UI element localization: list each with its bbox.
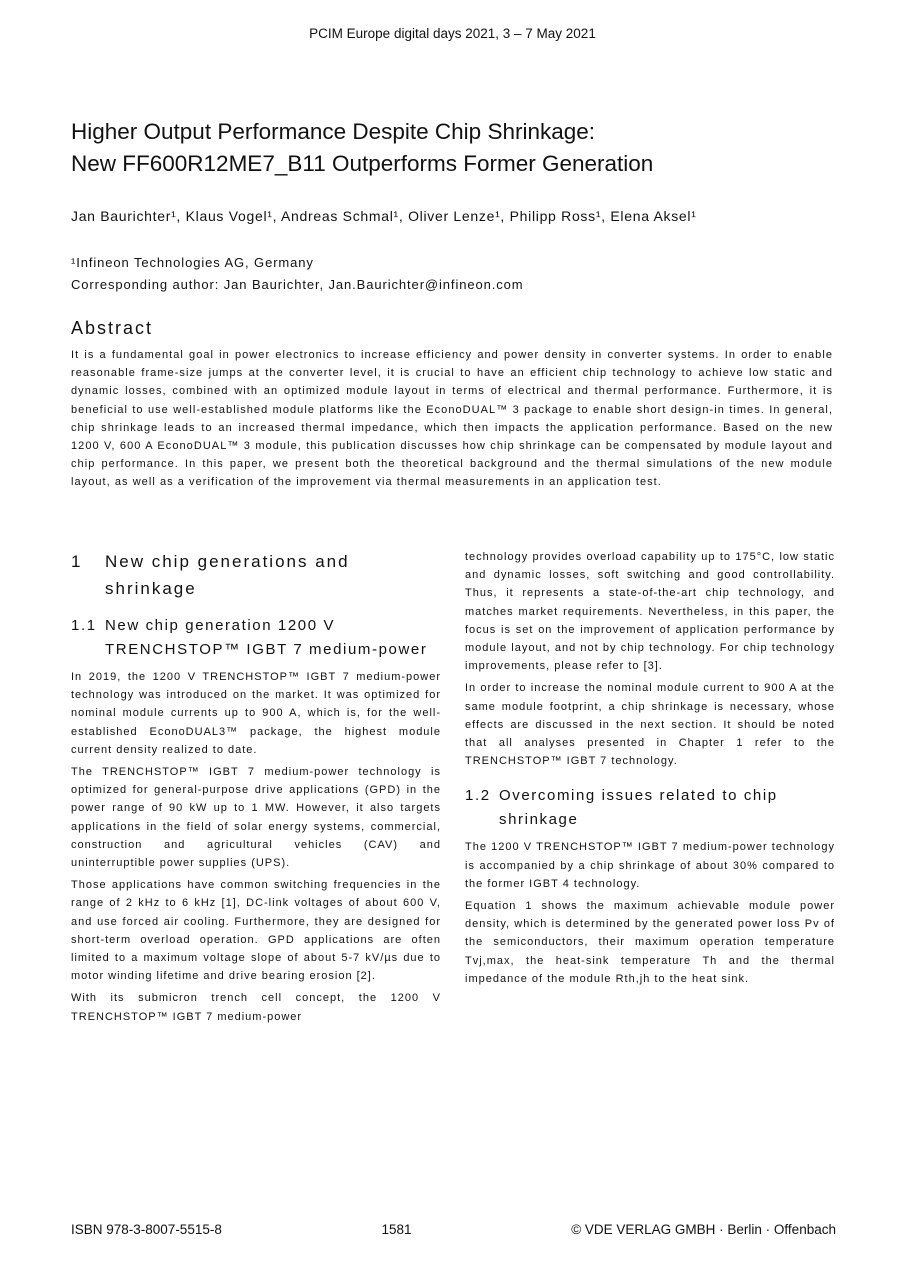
right-column: [465, 548, 835, 992]
paragraph: In 2019, the 1200 V TRENCHSTOP™ IGBT 7 medium-power technology was introduced on the market. It was optimized for nominal module currents up to 900 A, which is, for the well-established EconoDUAL3™ package, the highest module current density realized to date.: [71, 671, 441, 756]
abstract-heading: Abstract: [71, 318, 154, 338]
title-line-2: New FF600R12ME7_B11 Outperforms Former Generation: [71, 151, 654, 176]
subsection-title: New chip generation 1200 V TRENCHSTOP™ IGBT 7 medium-power: [105, 617, 428, 658]
author-list: Jan Baurichter¹, Klaus Vogel¹, Andreas Schmal¹, Oliver Lenze¹, Philipp Ross¹, Elena Aksel¹: [71, 208, 697, 224]
paragraph: The 1200 V TRENCHSTOP™ IGBT 7 medium-power technology is accompanied by a chip shrinkage of about 30% compared to the former IGBT 4 technology.: [465, 841, 835, 890]
affiliation-institution: ¹Infineon Technologies AG, Germany: [71, 255, 314, 270]
page-footer: [71, 1222, 836, 1237]
subsection-number: 1.1: [71, 617, 97, 634]
subsection-1-1-heading: [71, 614, 441, 662]
footer-isbn: ISBN 978-3-8007-5515-8: [71, 1222, 222, 1237]
paragraph: technology provides overload capability up to 175°C, low static and dynamic losses, soft switching and good controllability. Thus, it represents a state-of-the-art chip technology, and matches market requirements. Nevertheless, in this paper, the focus is set on the improvement of application performance by module layout, and not by chip technology. For chip technology improvements, please refer to [3].: [465, 551, 835, 673]
paragraph: With its submicron trench cell concept, the 1200 V TRENCHSTOP™ IGBT 7 medium-power: [71, 992, 441, 1023]
paragraph: Those applications have common switching frequencies in the range of 2 kHz to 6 kHz [1], DC-link voltages of about 600 V, and use forced air cooling. Furthermore, they are designed for short-term overload operation. GPD applications are often limited to a maximum voltage slope of about 5-7 kV/µs due to motor winding lifetime and drive bearing erosion [2].: [71, 879, 441, 983]
left-column: [71, 548, 441, 1030]
page-number: 1581: [381, 1222, 412, 1237]
paper-title: [71, 116, 851, 180]
section-number: 1: [71, 552, 83, 571]
corresponding-author: Corresponding author: Jan Baurichter, Jan.Baurichter@infineon.com: [71, 277, 524, 292]
subsection-title: Overcoming issues related to chip shrinkage: [499, 787, 778, 829]
section-1-heading: [71, 548, 441, 602]
footer-publisher: © VDE VERLAG GMBH · Berlin · Offenbach: [571, 1222, 836, 1237]
title-line-1: Higher Output Performance Despite Chip Shrinkage:: [71, 119, 596, 144]
abstract-body: It is a fundamental goal in power electronics to increase efficiency and power density in converter systems. In order to enable reasonable frame-size jumps at the converter level, it is crucial to have an efficient chip technology to achieve low static and dynamic losses, combined with an optimized module layout in terms of electrical and thermal performance. Furthermore, it is beneficial to use well-established module platforms like the EconoDUAL™ 3 package to enable short design-in times. In general, chip shrinkage leads to an increased thermal impedance, which then impacts the application performance. Based on the new 1200 V, 600 A EconoDUAL™ 3 module, this publication discusses how chip shrinkage can be compensated by module layout and chip performance. In this paper, we present both the theoretical background and the thermal simulations of the new module layout, as well as a verification of the improvement via thermal measurements in an application test.: [71, 349, 833, 489]
paragraph: In order to increase the nominal module current to 900 A at the same module footprint, a chip shrinkage is necessary, whose effects are discussed in the next section. It should be noted that all analyses presented in Chapter 1 refer to the TRENCHSTOP™ IGBT 7 technology.: [465, 682, 835, 768]
paragraph: Equation 1 shows the maximum achievable module power density, which is determined by the generated power loss Pv of the semiconductors, their maximum operation temperature Tvj,max, the heat-sink temperature Th and the thermal impedance of the module Rth,jh to the heat sink.: [465, 900, 835, 985]
affiliation-block: [71, 252, 851, 296]
running-header: PCIM Europe digital days 2021, 3 – 7 May 2021: [309, 26, 596, 41]
section-title: New chip generations and shrinkage: [105, 552, 350, 598]
paragraph: The TRENCHSTOP™ IGBT 7 medium-power technology is optimized for general-purpose drive applications (GPD) in the power range of 90 kW up to 1 MW. However, it also targets applications in the field of solar energy systems, commercial, construction and agricultural vehicles (CAV) and uninterruptible power supplies (UPS).: [71, 766, 441, 870]
subsection-number: 1.2: [465, 787, 491, 805]
subsection-1-2-heading: [465, 784, 835, 832]
